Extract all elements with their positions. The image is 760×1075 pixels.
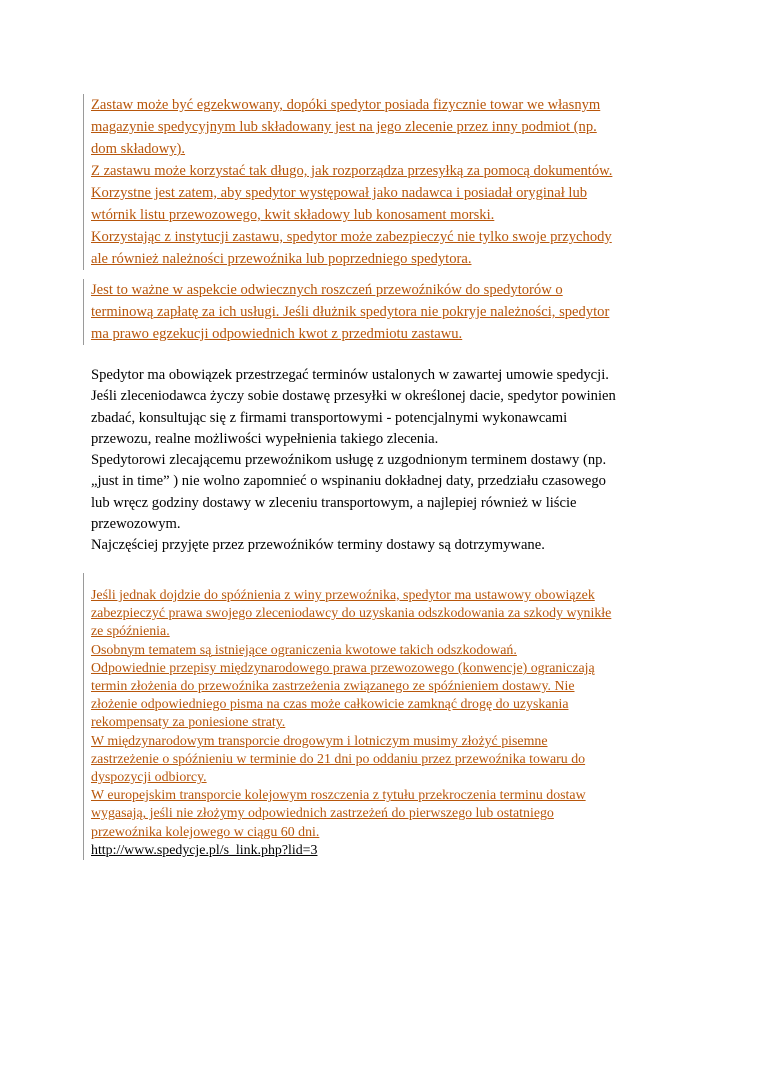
text-line: ale również należności przewoźnika lub poprzedniego spedytora. <box>91 251 472 267</box>
text-line: magazynie spedycyjnym lub składowany jest na jego zlecenie przez inny podmiot (np. <box>91 119 597 135</box>
text-line: przewoźnika kolejowego w ciągu 60 dni. <box>91 824 320 840</box>
tracked-paragraph-claims <box>83 279 609 345</box>
body-paragraph-deadlines <box>83 365 616 557</box>
text-line: terminową zapłatę za ich usługi. Jeśli dłużnik spedytora nie pokryje należności, spedytor <box>91 304 610 320</box>
text-line: Jest to ważne w aspekcie odwiecznych roszczeń przewoźników do spedytorów o <box>91 282 563 298</box>
tracked-paragraph-delays <box>83 573 611 860</box>
text-line: rekompensaty za poniesione straty. <box>91 715 286 731</box>
text-line: Spedytorowi zlecającemu przewoźnikom usługę z uzgodnionym terminem dostawy (np. <box>91 452 607 469</box>
text-line: dyspozycji odbiorcy. <box>91 770 207 786</box>
text-line: W europejskim transporcie kolejowym roszczenia z tytułu przekroczenia terminu dostaw <box>91 788 586 804</box>
tracked-paragraph-lien <box>83 94 612 270</box>
text-line: Osobnym tematem są istniejące ograniczenia kwotowe takich odszkodowań. <box>91 642 517 658</box>
text-line: lub wręcz godziny dostawy w zleceniu transportowym, a najlepiej również w liście <box>91 494 577 511</box>
text-line: zastrzeżenie o spóźnieniu w terminie do 21 dni po oddaniu przez przewoźnika towaru do <box>91 751 586 767</box>
text-line: przewozu, realne możliwości wypełnienia takiego zlecenia. <box>91 430 439 447</box>
text-line: Odpowiednie przepisy międzynarodowego prawa przewozowego (konwencje) ograniczają <box>91 660 595 676</box>
text-line: Jeśli zleceniodawca życzy sobie dostawę przesyłki w określonej dacie, spedytor powinien <box>91 388 616 405</box>
text-line: zbadać, konsultując się z firmami transportowymi - potencjalnymi wykonawcami <box>91 409 568 426</box>
text-line: wtórnik listu przewozowego, kwit składowy lub konosament morski. <box>91 207 495 223</box>
text-line: ze spóźnienia. <box>91 624 170 640</box>
text-line: zabezpieczyć prawa swojego zleceniodawcy do uzyskania odszkodowania za szkody wynikłe <box>91 606 612 622</box>
text-line: Spedytor ma obowiązek przestrzegać terminów ustalonych w zawartej umowie spedycji. <box>91 367 609 383</box>
text-line: Korzystne jest zatem, aby spedytor występował jako nadawca i posiadał oryginał lub <box>91 185 588 201</box>
text-line: Jeśli jednak dojdzie do spóźnienia z winy przewoźnika, spedytor ma ustawowy obowiązek <box>91 588 595 603</box>
text-line: przewozowym. <box>91 516 181 533</box>
text-line: Zastaw może być egzekwowany, dopóki spedytor posiada fizycznie towar we własnym <box>91 97 601 113</box>
text-line: wygasają, jeśli nie złożymy odpowiednich zastrzeżeń do pierwszego lub ostatniego <box>91 806 554 822</box>
text-line: złożenie odpowiedniego pisma na czas może całkowicie zamknąć drogę do uzyskania <box>91 697 569 713</box>
text-line: Najczęściej przyjęte przez przewoźników terminy dostawy są dotrzymywane. <box>91 537 545 554</box>
text-line: W międzynarodowym transporcie drogowym i lotniczym musimy złożyć pisemne <box>91 733 548 749</box>
text-line: Z zastawu może korzystać tak długo, jak rozporządza przesyłką za pomocą dokumentów. <box>91 163 613 179</box>
text-line: ma prawo egzekucji odpowiednich kwot z przedmiotu zastawu. <box>91 326 463 342</box>
text-line: „just in time” ) nie wolno zapomnieć o wspinaniu dokładnej daty, przedziału czasowego <box>91 473 606 490</box>
text-line: Korzystając z instytucji zastawu, spedytor może zabezpieczyć nie tylko swoje przychody <box>91 229 612 245</box>
text-line: dom składowy). <box>91 141 186 157</box>
source-link[interactable]: http://www.spedycje.pl/s_link.php?lid=3 <box>91 842 318 858</box>
text-line: termin złożenia do przewoźnika zastrzeżenia związanego ze spóźnieniem dostawy. Nie <box>91 679 575 695</box>
